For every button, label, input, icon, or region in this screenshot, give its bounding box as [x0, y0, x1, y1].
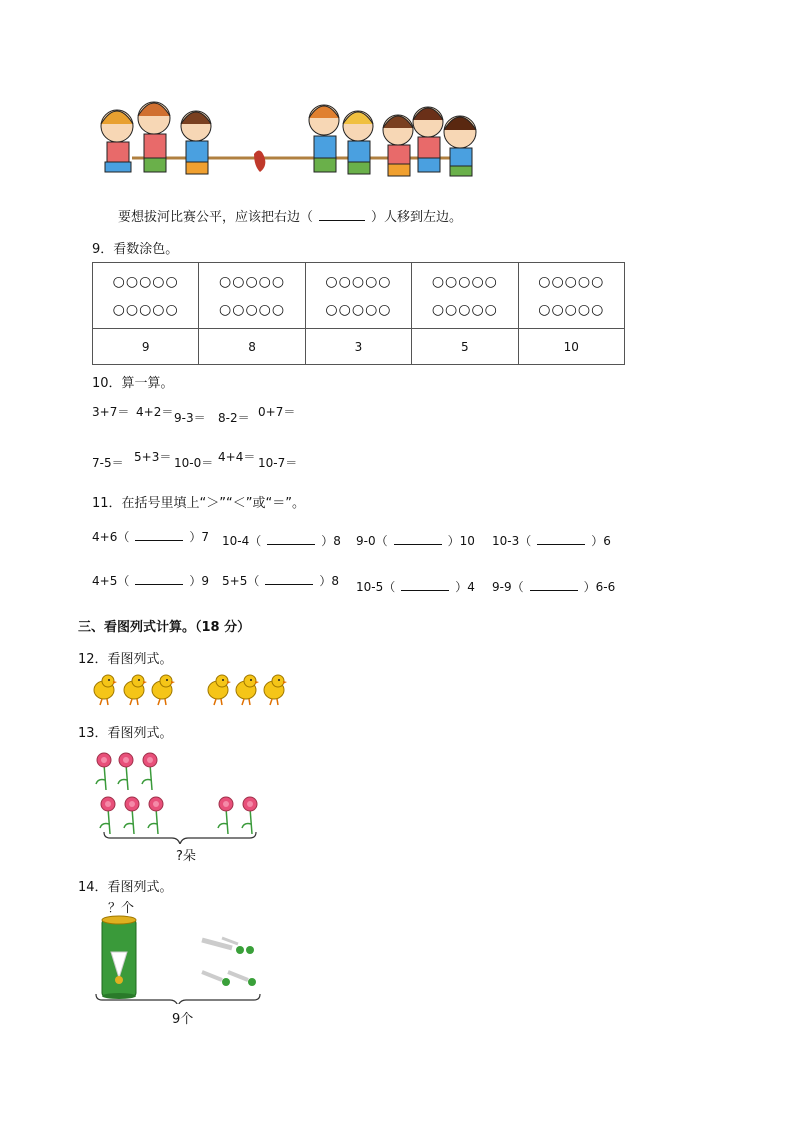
chick-icon [124, 675, 147, 705]
q11-title: 11．在括号里填上“＞”“＜”或“＝”。 [92, 496, 305, 511]
flower-icon [148, 797, 163, 834]
compare-item: 5+5（ ）8 [222, 574, 339, 588]
circle-row: ○○○○○ [219, 301, 286, 318]
chick-icon [236, 675, 259, 705]
q14-top-label: ？个 [108, 901, 135, 916]
circle-row: ○○○○○ [538, 301, 605, 318]
color-count-table [92, 262, 625, 365]
calc-item[interactable]: 3+7＝ [92, 405, 130, 419]
answer-blank[interactable] [319, 211, 365, 221]
q13-title: 13．看图列式。 [78, 726, 173, 741]
circle-cell[interactable] [93, 263, 199, 329]
q12-title: 12．看图列式。 [78, 652, 173, 667]
compare-blank[interactable] [135, 531, 183, 541]
shuttlecock-icon [228, 972, 256, 986]
flower-icon [124, 797, 139, 834]
sentence-part: 要想拔河比赛公平，应该把右边（ [118, 210, 314, 225]
calc-item[interactable]: 8-2＝ [218, 411, 250, 425]
tug-of-war-illustration [92, 96, 487, 196]
compare-blank[interactable] [135, 575, 183, 585]
compare-item: 10-4（ ）8 [222, 534, 341, 548]
circle-row: ○○○○○ [325, 301, 392, 318]
calc-item[interactable]: 5+3＝ [134, 450, 172, 464]
compare-item: 9-0（ ）10 [356, 534, 475, 548]
calc-item[interactable]: 4+2＝ [136, 405, 174, 419]
shuttlecock-illustration [92, 912, 272, 1004]
circle-cell[interactable] [305, 263, 411, 329]
compare-blank[interactable] [530, 581, 578, 591]
q10-title: 10．算一算。 [92, 376, 174, 391]
calc-item[interactable]: 4+4＝ [218, 450, 256, 464]
chick-icon [94, 675, 117, 705]
chick-icon [264, 675, 287, 705]
compare-blank[interactable] [401, 581, 449, 591]
circle-row: ○○○○○ [431, 301, 498, 318]
compare-blank[interactable] [265, 575, 313, 585]
sentence-part: ）人移到左边。 [371, 210, 463, 225]
flower-icon [242, 797, 257, 834]
circle-row: ○○○○○ [325, 273, 392, 290]
calc-item[interactable]: 9-3＝ [174, 411, 206, 425]
q13-brace-label: ?朵 [176, 849, 196, 864]
compare-item: 4+6（ ）7 [92, 530, 209, 544]
chick-icon [152, 675, 175, 705]
flower-icon [96, 753, 111, 790]
number-cell: 8 [199, 329, 305, 365]
shuttlecock-tube-icon [102, 916, 136, 999]
flower-icon [218, 797, 233, 834]
compare-item: 9-9（ ）6-6 [492, 580, 616, 594]
number-cell: 3 [305, 329, 411, 365]
flower-icon [142, 753, 157, 790]
compare-item: 4+5（ ）9 [92, 574, 209, 588]
compare-blank[interactable] [537, 535, 585, 545]
compare-item: 10-5（ ）4 [356, 580, 475, 594]
flower-icon [100, 797, 115, 834]
left-team [101, 102, 211, 174]
circle-row: ○○○○○ [431, 273, 498, 290]
right-team [309, 105, 476, 176]
calc-item[interactable]: 10-0＝ [174, 456, 214, 470]
circle-cell[interactable] [412, 263, 518, 329]
shuttlecock-icon [202, 940, 244, 954]
brace [104, 832, 256, 844]
calc-item[interactable]: 7-5＝ [92, 456, 124, 470]
calc-item[interactable]: 10-7＝ [258, 456, 298, 470]
tug-of-war-question [118, 206, 462, 225]
shuttlecock-icon [202, 972, 230, 986]
number-cell: 9 [93, 329, 199, 365]
chicks-illustration [90, 672, 290, 708]
flower-icon [118, 753, 133, 790]
compare-blank[interactable] [394, 535, 442, 545]
q9-title: 9．看数涂色。 [92, 242, 179, 257]
section-3-title: 三、看图列式计算。（18 分） [78, 620, 251, 635]
q14-title: 14．看图列式。 [78, 880, 173, 895]
circle-cell[interactable] [518, 263, 624, 329]
compare-item: 10-3（ ）6 [492, 534, 611, 548]
circle-row: ○○○○○ [112, 301, 179, 318]
q14-brace-label: 9个 [172, 1012, 194, 1027]
circle-row: ○○○○○ [112, 273, 179, 290]
chick-icon [208, 675, 231, 705]
compare-blank[interactable] [267, 535, 315, 545]
flowers-illustration [92, 748, 272, 844]
circle-row: ○○○○○ [538, 273, 605, 290]
calc-item[interactable]: 0+7＝ [258, 405, 296, 419]
circle-cell[interactable] [199, 263, 305, 329]
number-cell: 5 [412, 329, 518, 365]
number-cell: 10 [518, 329, 624, 365]
circle-row: ○○○○○ [219, 273, 286, 290]
